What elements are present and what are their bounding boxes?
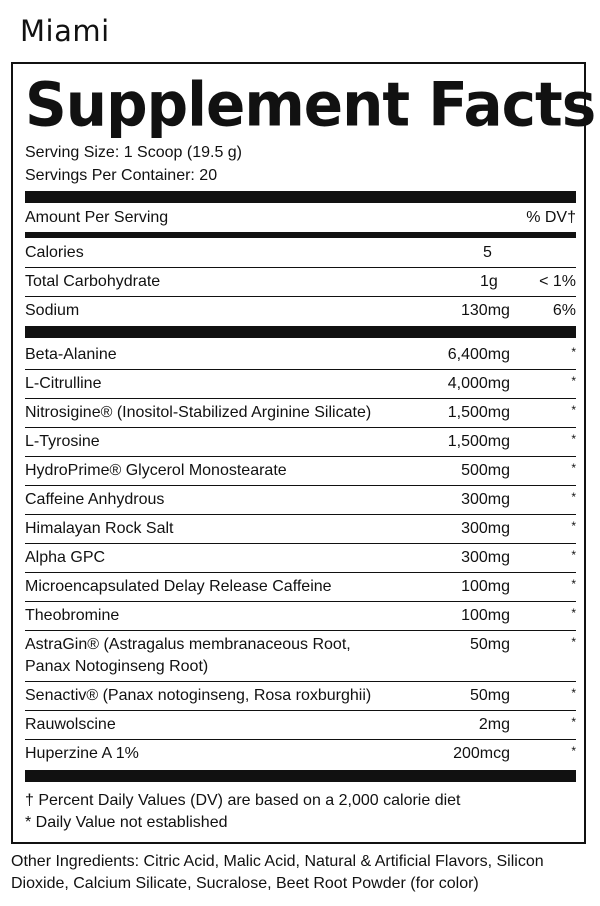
ingredient-name: Huperzine A 1% (25, 745, 139, 762)
ingredient-name: Nitrosigine® (Inositol-Stabilized Arginine Silicate) (25, 404, 372, 421)
supplement-facts-panel (11, 62, 596, 844)
nutrient-dv: 6% (552, 302, 576, 319)
footnote-dv: † Percent Daily Values (DV) are based on a 2,000 calorie diet (25, 792, 461, 809)
panel-title: Supplement Facts (25, 69, 596, 141)
ingredient-amount: 50mg (469, 636, 510, 653)
row-divider (25, 296, 576, 297)
ingredient-name: Theobromine (25, 607, 120, 624)
nutrient-row (25, 302, 576, 322)
ingredient-name: Senactiv® (Panax notoginseng, Rosa roxburghii) (25, 687, 372, 704)
ingredient-name: Rauwolscine (25, 716, 116, 733)
serving-size: Serving Size: 1 Scoop (19.5 g) (25, 144, 243, 161)
ingredient-row (25, 433, 576, 453)
row-divider (25, 485, 576, 486)
ingredient-dv: * (571, 606, 576, 620)
ingredient-row (25, 404, 576, 424)
row-divider (25, 369, 576, 370)
row-divider (25, 572, 576, 573)
row-divider (25, 514, 576, 515)
ingredient-dv: * (571, 374, 576, 388)
row-divider (25, 427, 576, 428)
ingredient-name: L-Citrulline (25, 375, 102, 392)
ingredient-amount: 50mg (469, 687, 510, 704)
thick-divider-top (25, 191, 576, 203)
ingredient-amount: 100mg (461, 607, 510, 624)
ingredient-dv: * (571, 715, 576, 729)
nutrient-amount: 130mg (461, 302, 510, 319)
ingredient-row (25, 375, 576, 395)
ingredient-name: AstraGin® (Astragalus membranaceous Root, (25, 636, 351, 653)
ingredient-dv: * (571, 686, 576, 700)
ingredient-name: Beta-Alanine (25, 346, 117, 363)
ingredient-name: Caffeine Anhydrous (25, 491, 165, 508)
nutrient-name: Sodium (25, 302, 80, 319)
row-divider (25, 630, 576, 631)
ingredient-amount: 4,000mg (447, 375, 510, 392)
ingredient-amount: 6,400mg (447, 346, 510, 363)
other-ingredients: Other Ingredients: Citric Acid, Malic Acid, Natural & Artificial Flavors, Silicon Dioxide, Calcium Silicate, Sucralose, Beet Root Powder (for color) (11, 853, 544, 892)
ingredient-amount: 1,500mg (447, 404, 510, 421)
row-divider (25, 681, 576, 682)
ingredient-amount: 2mg (478, 716, 510, 733)
ingredient-row (25, 491, 576, 511)
ingredient-name-line2: Panax Notoginseng Root) (25, 658, 209, 675)
footnote-not-established: * Daily Value not established (25, 814, 228, 831)
ingredient-dv: * (571, 432, 576, 446)
nutrient-name: Total Carbohydrate (25, 273, 161, 290)
ingredient-dv: * (571, 345, 576, 359)
ingredient-amount: 300mg (461, 520, 510, 537)
ingredient-name: Alpha GPC (25, 549, 106, 566)
nutrient-dv: < 1% (539, 273, 576, 290)
ingredient-dv: * (571, 577, 576, 591)
ingredient-dv: * (571, 461, 576, 475)
amount-per-serving-label: Amount Per Serving (25, 209, 169, 226)
ingredient-row (25, 462, 576, 482)
ingredient-row (25, 346, 576, 366)
row-divider (25, 267, 576, 268)
ingredient-row (25, 607, 576, 627)
nutrient-name: Calories (25, 244, 84, 261)
header-row (25, 209, 576, 229)
ingredient-amount: 100mg (461, 578, 510, 595)
ingredient-row (25, 745, 576, 765)
thick-divider-middle (25, 326, 576, 338)
ingredient-name: HydroPrime® Glycerol Monostearate (25, 462, 287, 479)
ingredient-row (25, 549, 576, 569)
ingredient-row (25, 687, 576, 707)
row-divider (25, 543, 576, 544)
ingredient-dv: * (571, 548, 576, 562)
thick-divider-bottom (25, 770, 576, 782)
ingredient-amount: 500mg (461, 462, 510, 479)
flavor-name: Miami (20, 14, 110, 48)
ingredient-row (25, 716, 576, 736)
nutrient-row (25, 273, 576, 293)
ingredient-dv: * (571, 744, 576, 758)
ingredient-dv: * (571, 635, 576, 649)
dv-header: % DV† (526, 209, 576, 226)
ingredient-dv: * (571, 403, 576, 417)
nutrient-amount: 5 (483, 244, 492, 261)
servings-per-container: Servings Per Container: 20 (25, 167, 218, 184)
nutrient-amount: 1g (480, 273, 498, 290)
ingredient-amount: 300mg (461, 491, 510, 508)
ingredient-name: L-Tyrosine (25, 433, 100, 450)
ingredient-name: Microencapsulated Delay Release Caffeine (25, 578, 332, 595)
ingredient-row (25, 578, 576, 598)
nutrient-row (25, 244, 576, 264)
medium-divider (25, 232, 576, 238)
row-divider (25, 739, 576, 740)
ingredient-row (25, 636, 576, 680)
ingredient-amount: 200mcg (453, 745, 510, 762)
ingredient-amount: 1,500mg (447, 433, 510, 450)
ingredient-dv: * (571, 490, 576, 504)
ingredient-amount: 300mg (461, 549, 510, 566)
row-divider (25, 456, 576, 457)
row-divider (25, 398, 576, 399)
ingredient-name: Himalayan Rock Salt (25, 520, 174, 537)
row-divider (25, 601, 576, 602)
ingredient-dv: * (571, 519, 576, 533)
row-divider (25, 710, 576, 711)
ingredient-row (25, 520, 576, 540)
